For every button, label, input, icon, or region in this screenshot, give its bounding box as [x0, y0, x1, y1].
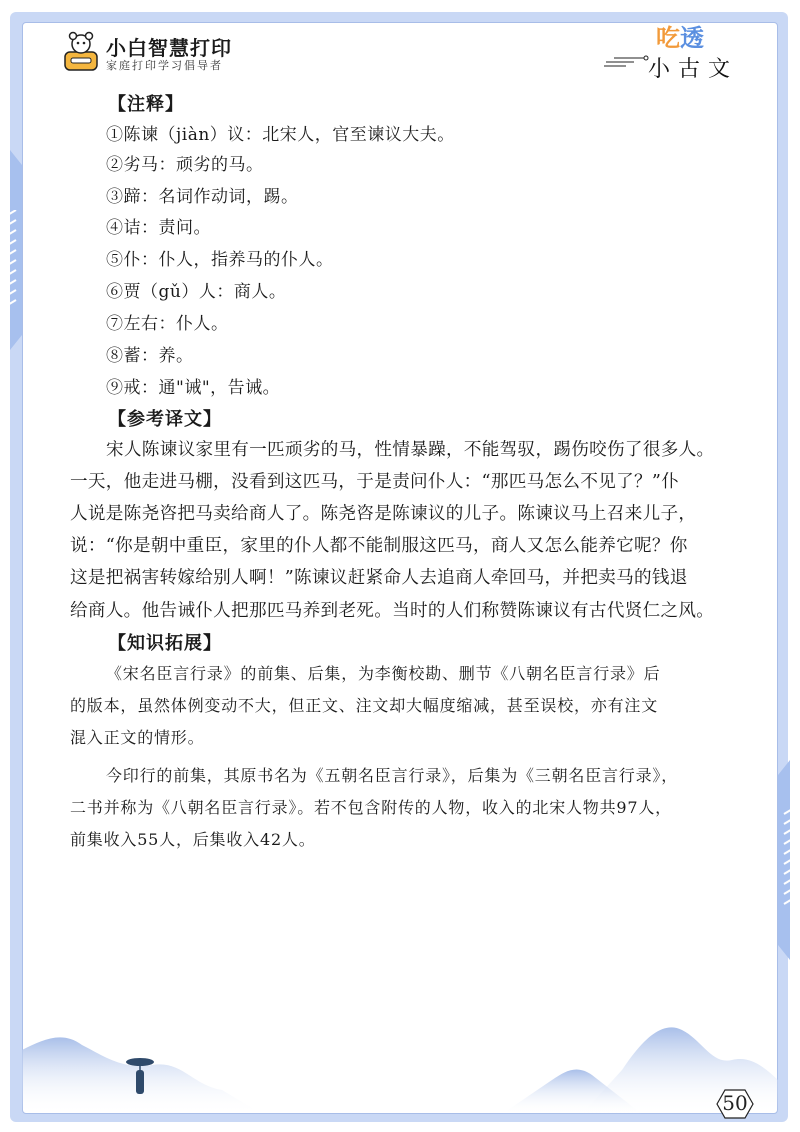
left-stripe-decoration: [4, 210, 18, 320]
notes-heading: 【注释】: [108, 94, 184, 115]
note-item: ②劣马：顽劣的马。: [106, 155, 264, 175]
extension-line: 今印行的前集，其原书名为《五朝名臣言行录》，后集为《三朝名臣言行录》，: [106, 766, 679, 785]
note-item: ⑥贾（gǔ）人：商人。: [106, 282, 287, 302]
series-brand: [604, 18, 754, 84]
note-item: ⑦左右：仆人。: [106, 314, 229, 334]
extension-line: 二书并称为《八朝名臣言行录》。若不包含附传的人物，收入的北宋人物共97人，: [70, 798, 672, 817]
brand-logo: [62, 30, 262, 76]
translation-line: 人说是陈尧咨把马卖给商人了。陈尧咨是陈谏议的儿子。陈谏议马上召来儿子，: [70, 504, 697, 524]
right-stripe-decoration: [782, 808, 796, 918]
extension-line: 《宋名臣言行录》的前集、后集，为李衡校勘、删节《八朝名臣言行录》后: [106, 664, 661, 683]
translation-line: 给商人。他告诫仆人把那匹马养到老死。当时的人们称赞陈谏议有古代贤仁之风。: [70, 601, 715, 621]
page-number: 50: [722, 1091, 748, 1115]
extension-line: 混入正文的情形。: [70, 728, 205, 747]
translation-line: 宋人陈谏议家里有一匹顽劣的马，性情暴躁，不能驾驭，踢伤咬伤了很多人。: [106, 440, 715, 460]
extension-heading: 【知识拓展】: [108, 633, 222, 654]
logo-subtitle: 家庭打印学习倡导者: [106, 59, 223, 72]
mountain-scenery-illustration: [22, 1010, 778, 1114]
note-item: ①陈谏（jiàn）议：北宋人，官至谏议大夫。: [106, 125, 455, 145]
translation-line: 一天，他走进马棚，没看到这匹马，于是责问仆人：“那匹马怎么不见了？”仆: [70, 472, 680, 492]
cloud-line-decoration: [604, 54, 650, 68]
page-number-badge: [711, 1085, 759, 1123]
note-item: ④诘：责问。: [106, 218, 211, 238]
extension-line: 的版本，虽然体例变动不大，但正文、注文却大幅度缩减，甚至误校，亦有注文: [70, 696, 659, 715]
note-item: ③蹄：名词作动词，踢。: [106, 187, 299, 207]
note-item: ⑧蓄：养。: [106, 346, 194, 366]
translation-line: 这是把祸害转嫁给别人啊！”陈谏议赶紧命人去追商人牵回马，并把卖马的钱退: [70, 568, 688, 588]
brand-title: [656, 18, 704, 53]
extension-line: 前集收入55人，后集收入42人。: [70, 830, 316, 849]
brand-char-2: 透: [680, 24, 704, 52]
translation-line: 说：“你是朝中重臣，家里的仆人都不能制服这匹马，商人又怎么能养它呢？你: [70, 536, 688, 556]
logo-title: 小白智慧打印: [106, 36, 232, 60]
brand-char-1: 吃: [656, 24, 680, 52]
note-item: ⑨戒：通"诫"，告诫。: [106, 378, 281, 398]
note-item: ⑤仆：仆人，指养马的仆人。: [106, 250, 334, 270]
printer-mascot-icon: [62, 30, 100, 74]
translation-heading: 【参考译文】: [108, 409, 222, 430]
brand-subtitle: 小古文: [648, 57, 739, 82]
